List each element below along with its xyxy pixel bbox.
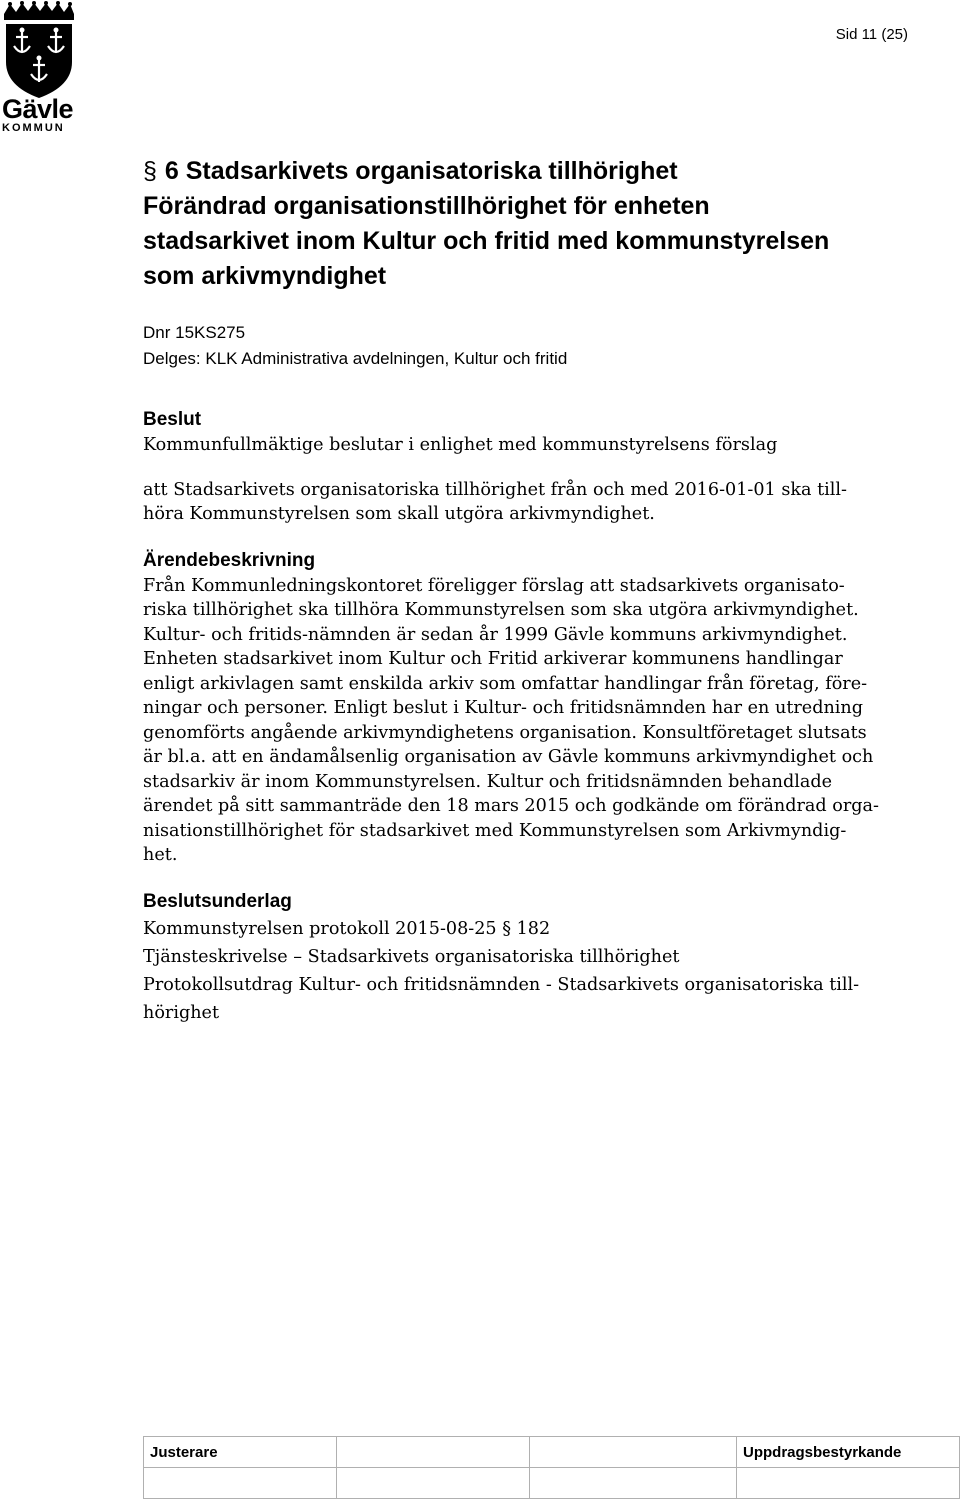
justerare-label: Justerare — [144, 1437, 337, 1468]
page-number: Sid 11 (25) — [835, 26, 908, 43]
list-item: Tjänsteskrivelse – Stadsarkivets organisatoriska tillhörighet — [143, 946, 680, 967]
justerare-field-2 — [337, 1437, 530, 1468]
list-item: hörighet — [143, 1002, 220, 1023]
logo-sub: KOMMUN — [2, 122, 65, 134]
signature-table — [143, 1436, 960, 1499]
delges: Delges: KLK Administrativa avdelningen, Kultur och fritid — [143, 349, 568, 368]
meta-info — [143, 320, 913, 372]
uppdragsbestyrkande-label: Uppdragsbestyrkande — [737, 1437, 960, 1468]
beslutsunderlag-list — [143, 915, 913, 1027]
heading-line-3: stadsarkivet inom Kultur och fritid med kommunstyrelsen — [143, 227, 830, 255]
signature-cell-2 — [337, 1468, 530, 1499]
signature-footer — [143, 1436, 960, 1500]
section-symbol: § — [143, 157, 157, 185]
justerare-field-3 — [530, 1437, 737, 1468]
dnr: Dnr 15KS275 — [143, 323, 246, 342]
signature-cell-1 — [144, 1468, 337, 1499]
beslutsunderlag-heading: Beslutsunderlag — [143, 890, 292, 912]
heading-line-1: § 6 Stadsarkivets organisatoriska tillhörighet — [143, 157, 678, 185]
heading-line-4: som arkivmyndighet — [143, 262, 387, 290]
beslut-paragraph-2: att Stadsarkivets organisatoriska tillhörighet från och med 2016-01-01 ska till- höra Kommunstyrelsen som skall utgöra arkivmyndighet. — [143, 479, 847, 524]
signature-cell-4 — [737, 1468, 960, 1499]
signature-cell-3 — [530, 1468, 737, 1499]
page-title — [143, 154, 913, 294]
beslut-heading: Beslut — [143, 409, 202, 430]
logo-name: Gävle — [2, 94, 74, 124]
beslut-paragraph-1: Kommunfullmäktige beslutar i enlighet med kommunstyrelsens förslag — [143, 435, 778, 455]
gavle-kommun-logo — [0, 0, 78, 135]
arendebeskrivning-heading: Ärendebeskrivning — [143, 549, 316, 571]
heading-line-2: Förändrad organisationstillhörighet för enheten — [143, 192, 710, 220]
arendebeskrivning-paragraph: Från Kommunledningskontoret föreligger förslag att stadsarkivets organisato- riska tillhörighet ska tillhöra Kommunstyrelsen som ska utgöra arkivmyndighet. Kultur- och fritids-nämnden är sedan år 1999 Gävle kommuns arkivmyndighet. Enheten stadsarkivet inom Kultur och Fritid arkiverar kommunens handlingar enligt arkivlagen samt enskilda arkiv som omfattar handlingar från företag, före- ningar och personer. Enligt beslut i Kultur- och fritidsnämnden har en utredning genomförts angående arkivmyndighetens organisation. Konsultföretaget slutsats är bl.a. att en ändamålsenlig organisation av Gävle kommuns arkivmyndighet och stadsarkiv är inom Kommunstyrelsen. Kultur och fritidsnämnden behandlade ärendet på sitt sammanträde den 18 mars 2015 och godkände om förändrad orga- nisationstillhörighet för stadsarkivet med Kommunstyrelsen som Arkivmyndig- het. — [143, 575, 879, 865]
list-item: Protokollsutdrag Kultur- och fritidsnämnden - Stadsarkivets organisatoriska till- — [143, 974, 860, 995]
list-item: Kommunstyrelsen protokoll 2015-08-25 § 182 — [143, 918, 551, 939]
